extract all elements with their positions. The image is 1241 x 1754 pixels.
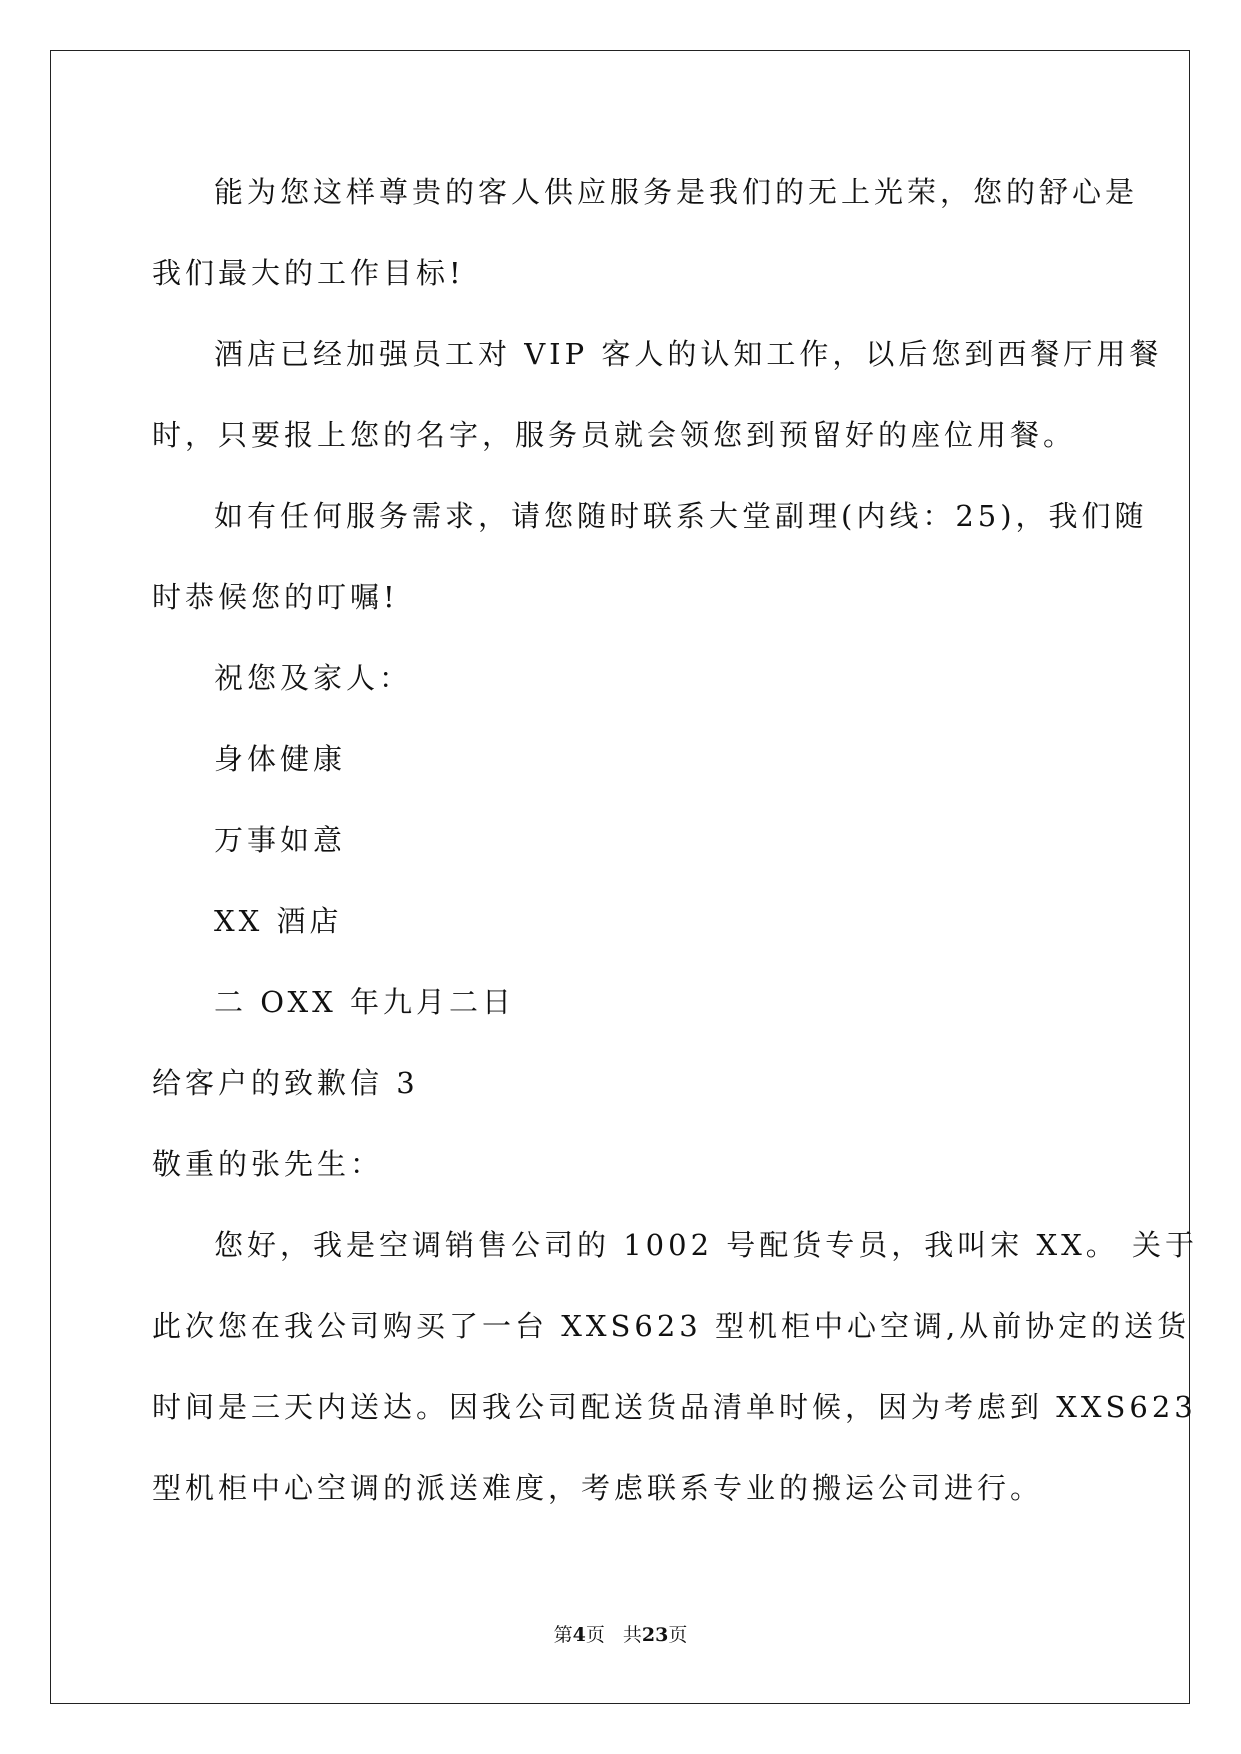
- salutation: 敬重的张先生：: [152, 1147, 384, 1181]
- page-border: [50, 50, 1190, 1704]
- total-suffix: 页: [668, 1624, 688, 1646]
- signature-date: 二 OXX 年九月二日: [214, 985, 515, 1019]
- paragraph-3-line-1: 如有任何服务需求，请您随时联系大堂副理(内线：25)，我们随: [214, 499, 1148, 533]
- paragraph-4-line-4: 型机柜中心空调的派送难度，考虑联系专业的搬运公司进行。: [152, 1471, 1044, 1505]
- page-footer: [0, 1620, 1241, 1647]
- paragraph-4-line-3: 时间是三天内送达。因我公司配送货品清单时候，因为考虑到 XXS623: [152, 1390, 1197, 1424]
- paragraph-4-line-1: 您好，我是空调销售公司的 1002 号配货专员，我叫宋 XX。 关于: [214, 1228, 1198, 1262]
- blessing-health: 身体健康: [214, 742, 347, 776]
- total-prefix: 共: [622, 1624, 642, 1646]
- signature-hotel: XX 酒店: [214, 904, 343, 938]
- total-pages: 23: [641, 1624, 669, 1646]
- paragraph-2-line-1: 酒店已经加强员工对 VIP 客人的认知工作，以后您到西餐厅用餐: [214, 337, 1163, 371]
- paragraph-4-line-2: 此次您在我公司购买了一台 XXS623 型机柜中心空调,从前协定的送货: [152, 1309, 1191, 1343]
- section-title: 给客户的致歉信 3: [152, 1066, 419, 1100]
- page-prefix: 第: [553, 1624, 573, 1646]
- paragraph-2-line-2: 时，只要报上您的名字，服务员就会领您到预留好的座位用餐。: [152, 418, 1077, 452]
- page-suffix: 页: [585, 1624, 605, 1646]
- paragraph-1-line-1: 能为您这样尊贵的客人供应服务是我们的无上光荣，您的舒心是: [214, 175, 1139, 209]
- paragraph-3-line-2: 时恭候您的叮嘱!: [152, 580, 399, 614]
- blessing-intro: 祝您及家人：: [214, 661, 413, 695]
- page-number: 4: [572, 1624, 586, 1646]
- blessing-wishes: 万事如意: [214, 823, 347, 857]
- paragraph-1-line-2: 我们最大的工作目标!: [152, 256, 465, 290]
